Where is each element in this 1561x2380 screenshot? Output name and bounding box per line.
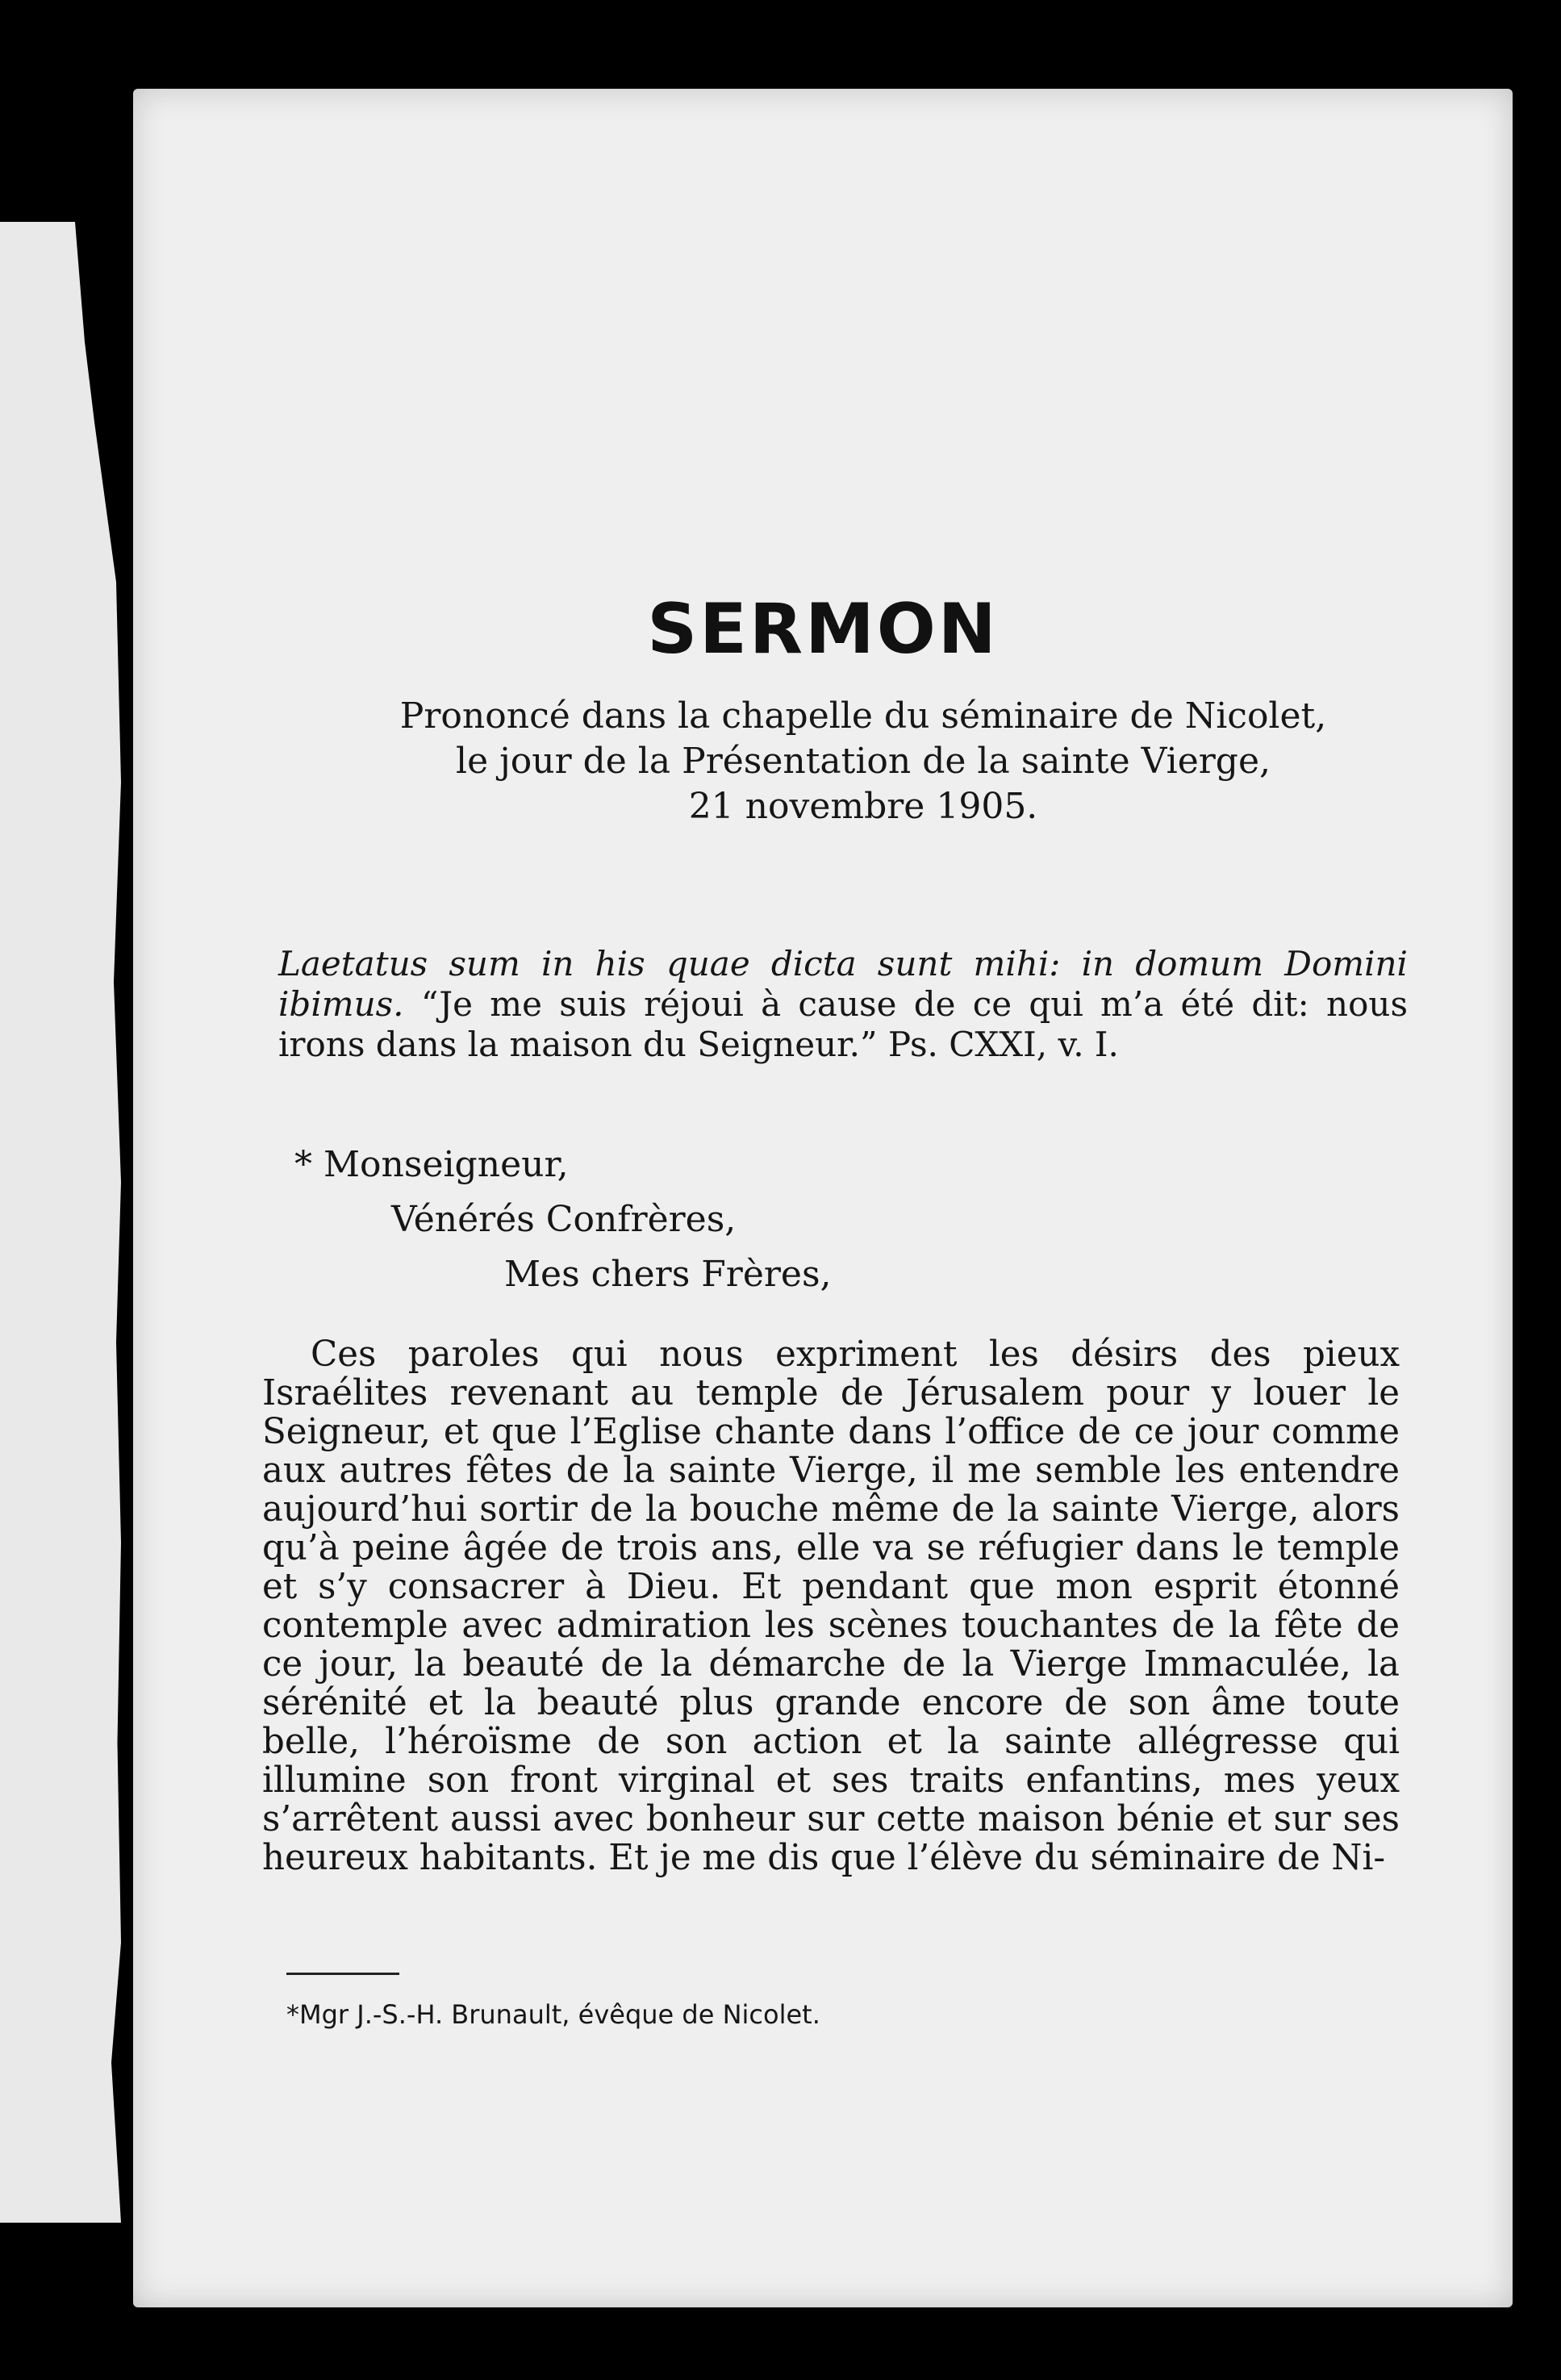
salutation-line: Vénérés Confrères, [391,1199,737,1240]
footnote: *Mgr J.-S.-H. Brunault, évêque de Nicolet. [286,1999,820,2030]
adjacent-page-edge [0,222,121,2223]
salutation-line: * Monseigneur, [294,1144,569,1185]
occasion-line: le jour de la Présentation de la sainte Vierge, [456,741,1271,782]
epigraph-latin: Laetatus sum in his quae dicta sunt mihi: in domum Domini ibimus. [278,944,1408,1024]
footnote-divider [286,1973,399,1975]
document-page [133,89,1513,2307]
epigraph-french: “Je me suis réjoui à cause de ce qui m’a été dit: nous irons dans la maison du Seigneur.” [278,984,1408,1064]
occasion-subtitle [278,694,1448,829]
salutation-line: Mes chers Frères, [504,1254,832,1295]
page-title: SERMON [647,589,999,670]
body-paragraph: Ces paroles qui nous expriment les désirs des pieux Israélites revenant au temple de Jérusalem pour y louer le Seigneur, et que l’Eglise chante dans l’office de ce jour comme aux autres fêtes de la sainte Vierge, il me semble les entendre aujourd’hui sortir de la bouche même de la sainte Vierge, alors qu’à peine âgée de trois ans, elle va se réfugier dans le temple et s’y consacrer à Dieu. Et pendant que mon esprit étonné contemple avec admiration les scènes touchantes de la fête de ce jour, la beauté de la démarche de la Vierge Immaculée, la sérénité et la beauté plus grande encore de son âme toute belle, l’héroïsme de son action et la sainte allégresse qui illumine son front virginal et ses traits enfantins, mes yeux s’arrêtent aussi avec bonheur sur cette maison bénie et sur ses heureux habitants. Et je me dis que l’élève du séminaire de Ni- [262,1334,1400,1878]
salutation [294,1138,832,1302]
epigraph [278,944,1408,1065]
occasion-line: Prononcé dans la chapelle du séminaire de Nicolet, [399,695,1327,737]
epigraph-reference: Ps. CXXI, v. I. [887,1025,1119,1064]
occasion-date: 21 novembre 1905. [688,786,1038,827]
